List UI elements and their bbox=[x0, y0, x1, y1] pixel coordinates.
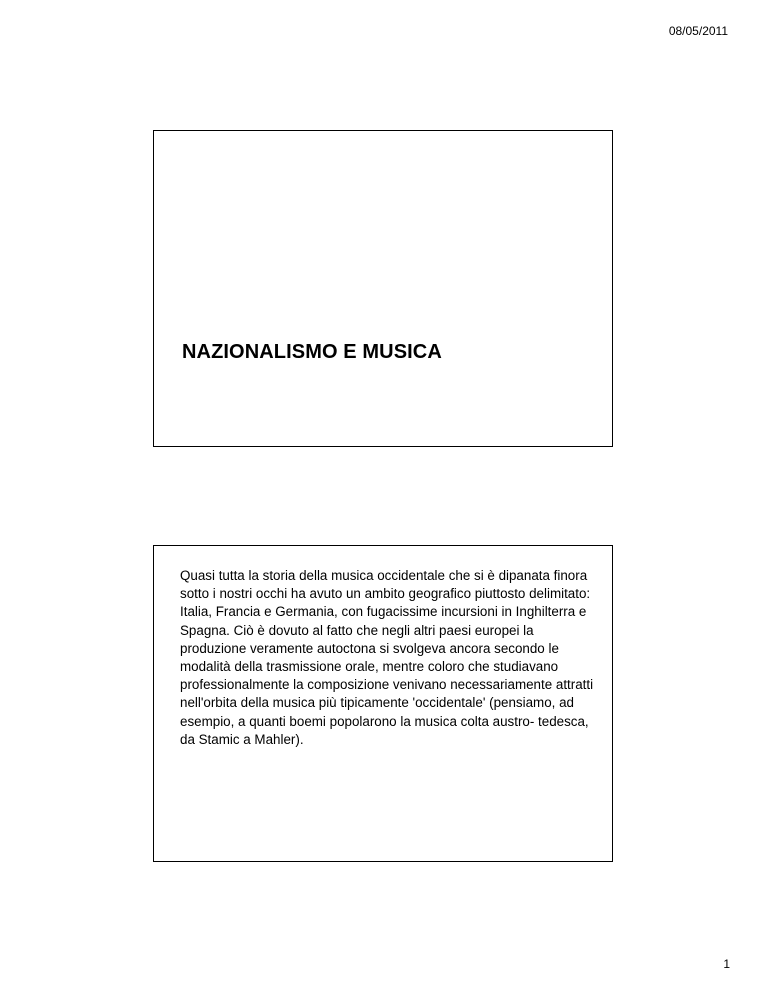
slide-title: NAZIONALISMO E MUSICA bbox=[182, 341, 442, 363]
slide-title-card bbox=[153, 130, 613, 447]
slide-text-card bbox=[153, 545, 613, 862]
page-date: 08/05/2011 bbox=[668, 24, 728, 38]
page-number: 1 bbox=[723, 957, 730, 971]
slide-body-text: Quasi tutta la storia della musica occidentale che si è dipanata finora sotto i nostri occhi ha avuto un ambito geografico piuttosto delimitato: Italia, Francia e Germania, con fugacissime incursioni in Inghilterra e Spagna. Ciò è dovuto al fatto che negli altri paesi europei la produzione veramente autoctona si svolgeva ancora secondo le modalità della trasmissione orale, mentre coloro che studiavano professionalmente la composizione venivano necessariamente attratti nell'orbita della musica più tipicamente 'occidentale' (pensiamo, ad esempio, a quanti boemi popolarono la musica colta austro- tedesca, da Stamic a Mahler). bbox=[180, 568, 594, 747]
